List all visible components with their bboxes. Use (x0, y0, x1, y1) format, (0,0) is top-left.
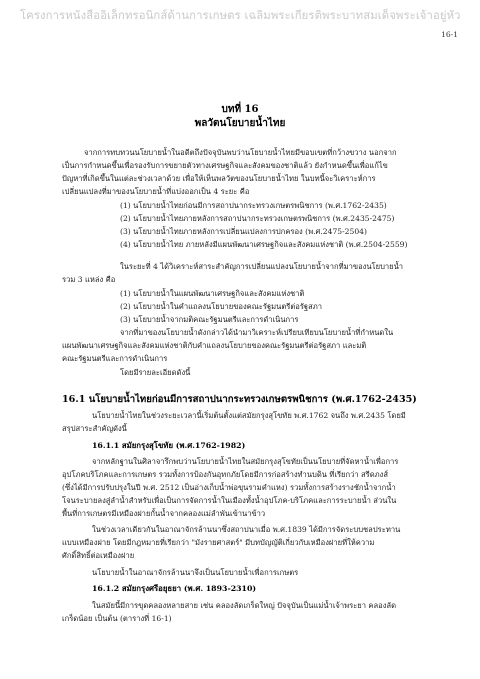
paragraph-line: โดยมีรายละเอียดดังนี้ (120, 368, 191, 377)
list-item: (2) นโยบายน้ำไทยภายหลังการสถาปนากระทรวงเกษตรพนิชการ (พ.ศ.2435-2475) (120, 214, 395, 223)
paragraph-line: คณะรัฐมนตรีและการดำเนินการ (62, 354, 168, 363)
paragraph-line: เปลี่ยนแปลงที่มาของนโยบายน้ำที่แบ่งออกเป็น 4 ระยะ คือ (62, 187, 250, 196)
list-item: (3) นโยบายน้ำไทยภายหลังการเปลี่ยนแปลงการปกครอง (พ.ศ.2475-2504) (120, 227, 367, 236)
chapter-number: บทที่ 16 (221, 104, 259, 115)
list-item: (3) นโยบายน้ำจากมติคณะรัฐมนตรีและการดำเนินการ (120, 315, 299, 324)
paragraph-line: อุปโภคบริโภคและการเกษตร รวมทั้งการป้องกันอุทกภัยโดยมีการก่อสร้างทำนบดิน ที่เรียกว่า สรีดภงส์ (62, 470, 389, 479)
paragraph-line: จากการทบทวนนโยบายน้ำในอดีตถึงปัจจุบันพบว่านโยบายน้ำไทยมีขอบเขตที่กว้างขวาง นอกจาก (84, 148, 397, 157)
paragraph-line: สรุปสาระสำคัญดังนี้ (62, 424, 127, 433)
paragraph-line: จากที่มาของนโยบายน้ำดังกล่าวได้นำมาวิเคราะห์เปรียบเทียบนโยบายน้ำที่กำหนดใน (120, 328, 394, 337)
paragraph-line: เป็นการกำหนดขึ้นเพื่อรองรับการขยายตัวทางเศรษฐกิจและสังคมของชาติแล้ว ยังกำหนดขึ้นเพื่อแก้ไข (62, 161, 388, 170)
subsection-heading: 16.1.2 สมัยกรุงศรีอยุธยา (พ.ศ. 1893-2310) (92, 584, 257, 593)
list-item: (4) นโยบายน้ำไทย ภายหลังมีแผนพัฒนาเศรษฐกิจและสังคมแห่งชาติ (พ.ศ.2504-2559) (120, 240, 408, 249)
paragraph-line: โจนระบายลงสู่ลำน้ำสำหรับเพื่อเป็นการจัดการน้ำในเมืองทั้งน้ำอุปโภค-บริโภคและการระบายน้ำ ส่วนใน (62, 496, 397, 505)
paragraph-line: รวม 3 แหล่ง คือ (62, 275, 116, 284)
paragraph-line: ปัญหาที่เกิดขึ้นในแต่ละช่วงเวลาด้วย เพื่อให้เห็นพลวัตของนโยบายน้ำไทย ในบทนี้จะวิเคราะห์การ (62, 174, 376, 183)
section-heading: 16.1 นโยบายน้ำไทยก่อนมีการสถาปนากระทรวงเกษตรพนิชการ (พ.ศ.1762-2435) (62, 394, 417, 405)
list-item: (1) นโยบายน้ำในแผนพัฒนาเศรษฐกิจและสังคมแห่งชาติ (120, 289, 305, 298)
paragraph-line: แบบเหมืองฝาย โดยมีกฎหมายที่เรียกว่า "มังรายศาสตร์" มีบทบัญญัติเกี่ยวกับเหมืองฝายที่ให้ความ (62, 538, 375, 547)
paragraph-line: นโยบายน้ำในอาณาจักรล้านนาจึงเป็นนโยบายน้ำเพื่อการเกษตร (92, 568, 299, 577)
paragraph-line: ในช่วงเวลาเดียวกันในอาณาจักรล้านนาซึ่งสถาปนาเมื่อ พ.ศ.1839 ได้มีการจัดระบบชลประทาน (92, 525, 401, 534)
list-item: (1) นโยบายน้ำไทยก่อนมีการสถาปนากระทรวงเกษตรพนิชการ (พ.ศ.1762-2435) (120, 201, 387, 210)
page-number: 16-1 (441, 30, 458, 39)
paragraph-line: ศักดิ์สิทธิ์ต่อเหมืองฝาย (62, 551, 135, 560)
list-item: (2) นโยบายน้ำในคำแถลงนโยบายของคณะรัฐมนตรีต่อรัฐสภา (120, 302, 323, 311)
paragraph-line: ในระยะที่ 4 ได้วิเคราะห์สาระสำคัญการเปลี่ยนแปลงนโยบายน้ำจากที่มาของนโยบายน้ำ (120, 262, 404, 271)
paragraph-line: ในสมัยนี้มีการขุดคลองหลายสาย เช่น คลองลัดเกร็ดใหญ่ ปัจจุบันเป็นแม่น้ำเจ้าพระยา คลองลัด (92, 601, 397, 610)
paragraph-line: จากหลักฐานในศิลาจารึกพบว่านโยบายน้ำไทยในสมัยกรุงสุโขทัยเป็นนโยบายที่จัดหาน้ำเพื่อการ (92, 457, 399, 466)
paragraph-line: แผนพัฒนาเศรษฐกิจและสังคมแห่งชาติกับคำแถลงนโยบายของคณะรัฐมนตรีต่อรัฐสภา และมติ (62, 341, 367, 350)
paragraph-line: เกร็ดน้อย เป็นต้น (ตารางที่ 16-1) (62, 614, 172, 623)
chapter-title: พลวัตนโยบายน้ำไทย (194, 118, 286, 129)
paragraph-line: (ซึ่งได้มีการปรับปรุงในปี พ.ศ. 2512 เป็นอ่างเก็บน้ำพ่อขุนรามคำแหง) รวมทั้งการสร้างรางชักน้ำจากน้ำ (62, 483, 396, 492)
paragraph-line: นโยบายน้ำไทยในช่วงระยะเวลานี้เริ่มต้นตั้งแต่สมัยกรุงสุโขทัย พ.ศ.1762 จนถึง พ.ศ.2435 โดยมี (92, 411, 406, 420)
subsection-heading: 16.1.1 สมัยกรุงสุโขทัย (พ.ศ.1762-1982) (92, 441, 246, 450)
paragraph-line: พื้นที่การเกษตรมีเหมืองฝายกั้นน้ำจากคลองแม่ลำพันเข้านาข้าว (62, 509, 266, 518)
running-header: โครงการหนังสืออิเล็กทรอนิกส์ด้านการเกษตร เฉลิมพระเกียรติพระบาทสมเด็จพระเจ้าอยู่หัว (20, 8, 461, 22)
